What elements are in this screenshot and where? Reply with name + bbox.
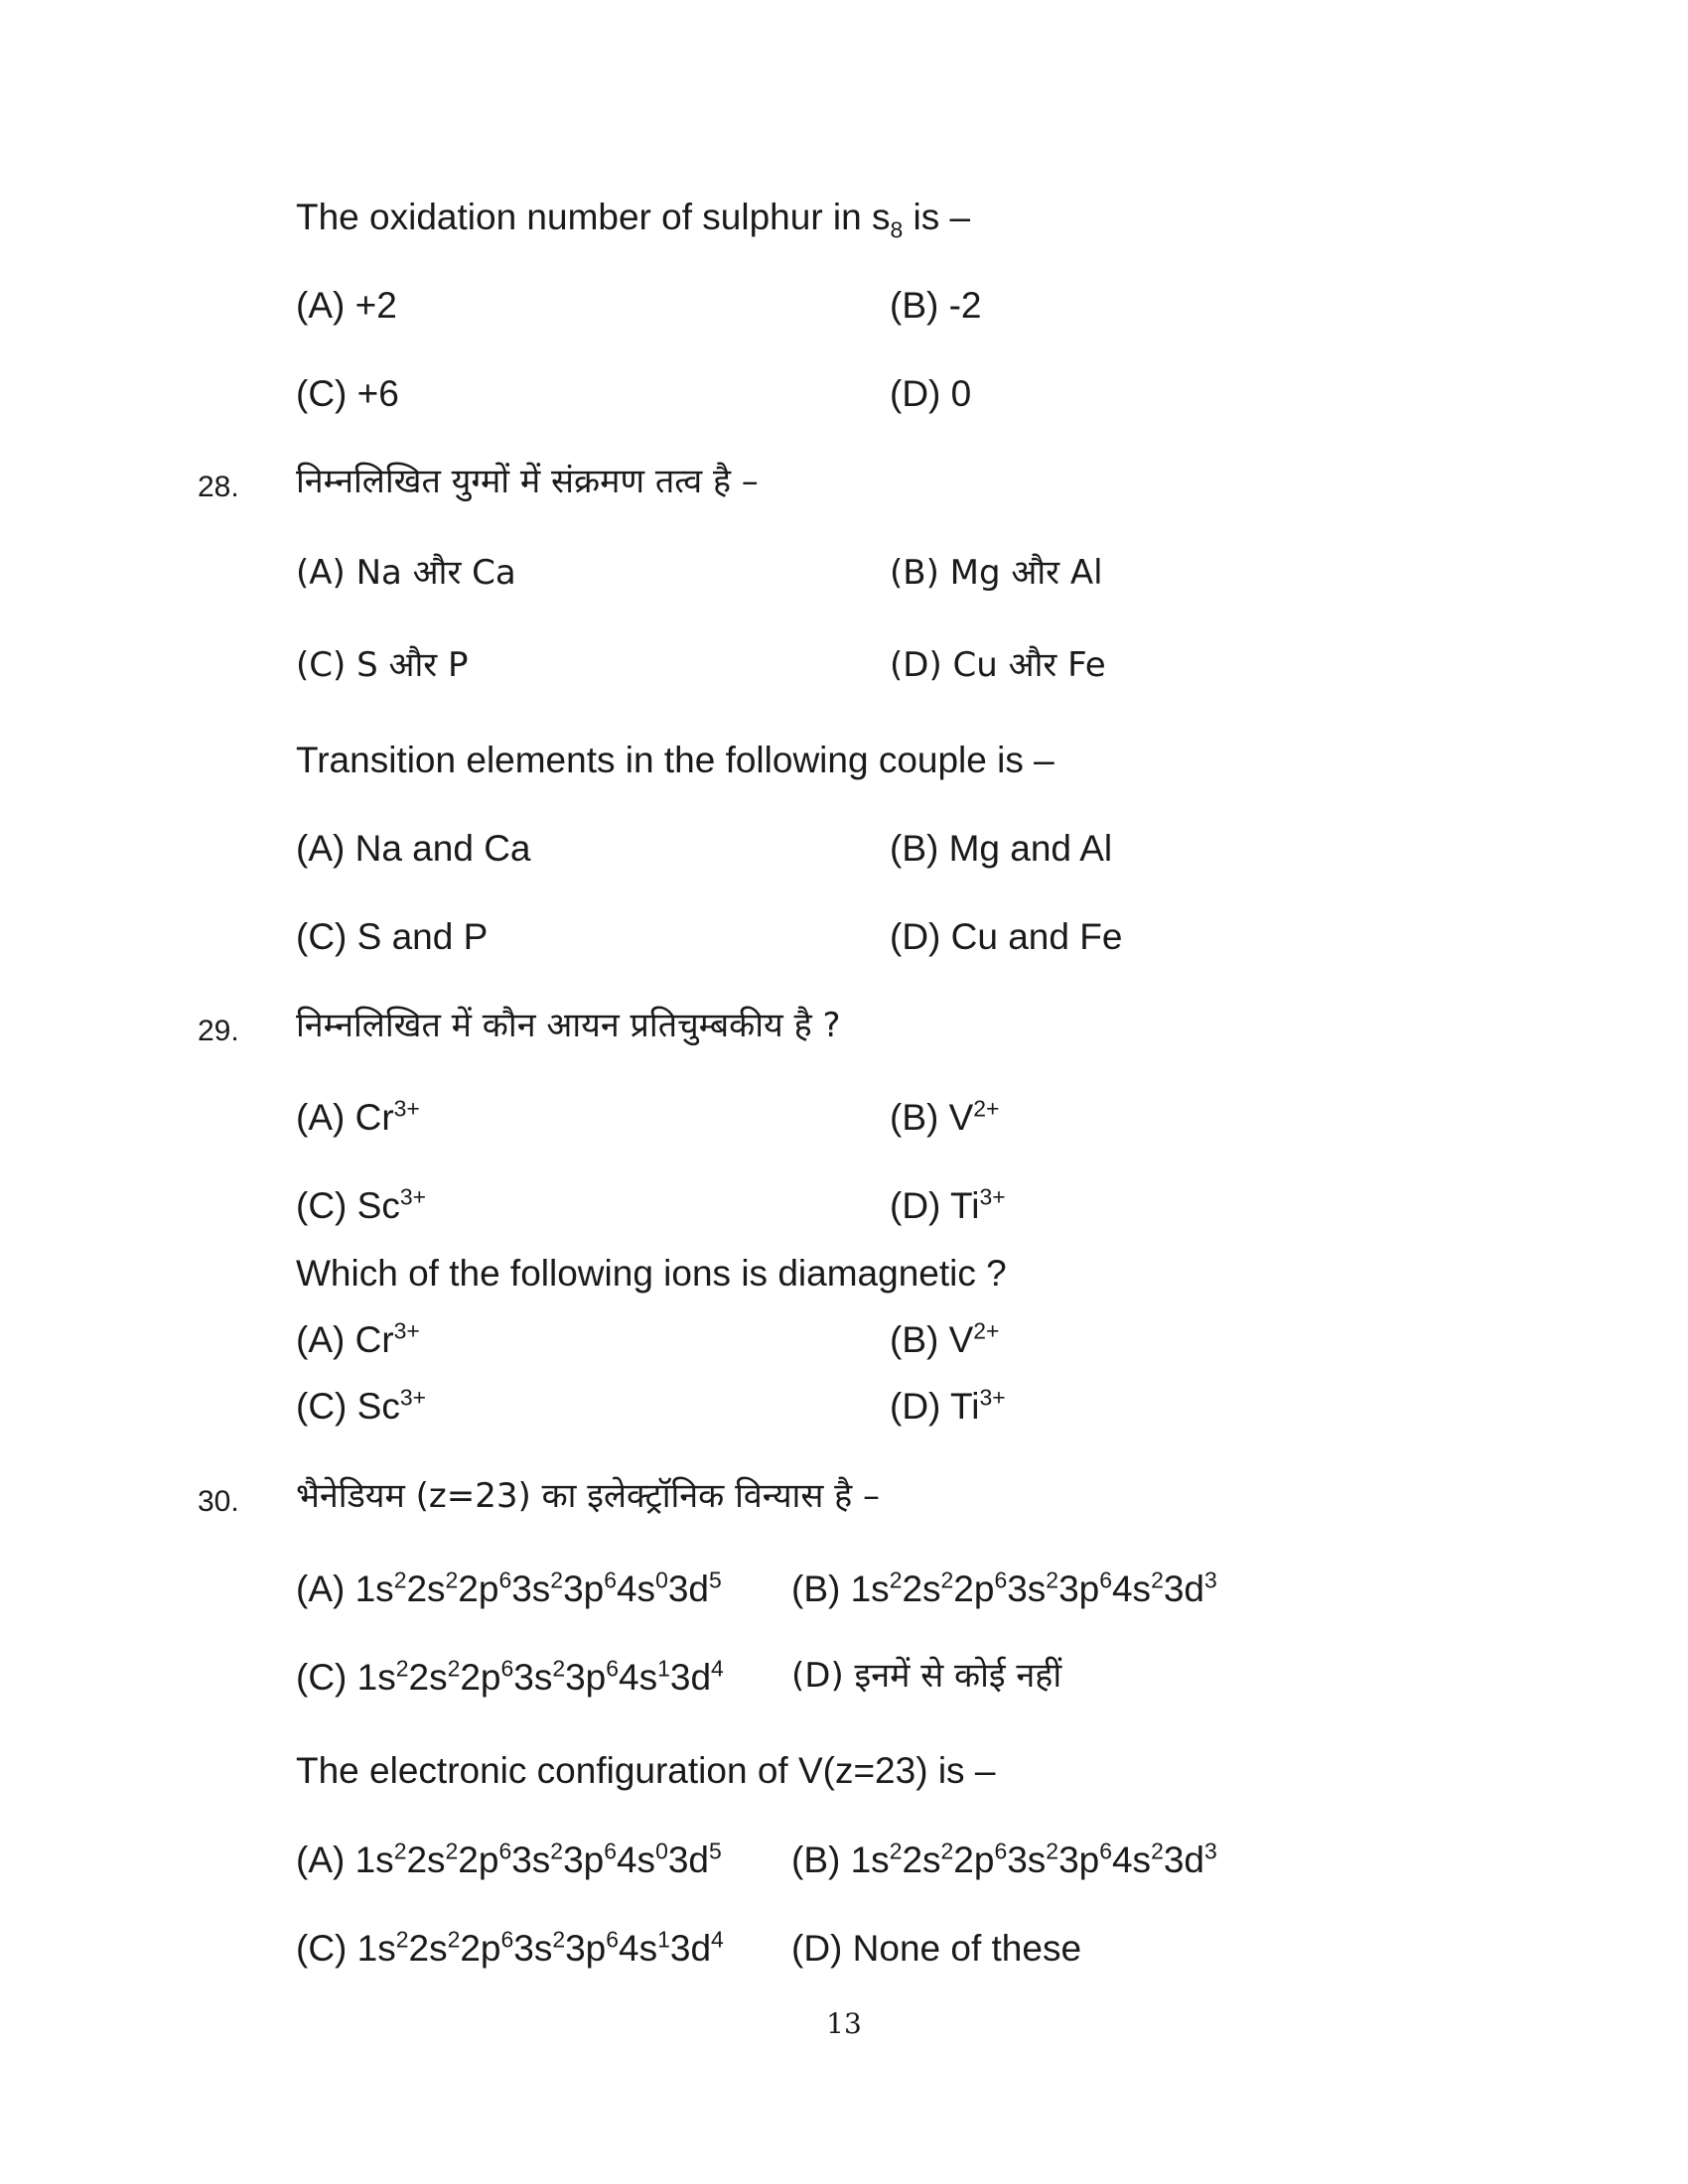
q27-stem-en: The oxidation number of sulphur in $s_8$ is –: [296, 197, 971, 243]
q30-hi-option-a: (A) $1s^22s^22p^63s^23p^64s^03d^5$: [296, 1567, 722, 1609]
q28-en-option-a: (A) Na and Ca: [296, 828, 531, 869]
q29-en-option-d: (D) $Ti^{3+}$: [890, 1384, 1006, 1427]
q29-stem-en: Which of the following ions is diamagnetic ?: [296, 1253, 1007, 1294]
q27-option-c: (C) +6: [296, 373, 399, 414]
q28-stem-en: Transition elements in the following couple is –: [296, 740, 1055, 780]
q30-number: 30.: [198, 1485, 239, 1518]
q27-option-d: (D) 0: [890, 373, 972, 414]
q28-number: 28.: [198, 471, 239, 503]
q30-hi-option-d: (D) इनमें से कोई नहीं: [791, 1656, 1062, 1696]
q28-en-option-d: (D) Cu and Fe: [890, 916, 1123, 957]
q27-option-a: (A) +2: [296, 285, 397, 326]
q28-en-option-c: (C) S and P: [296, 916, 489, 957]
q29-en-option-b: (B) $V^{2+}$: [890, 1317, 1000, 1360]
q28-en-option-b: (B) Mg and Al: [890, 828, 1113, 869]
q29-en-option-c: (C) $Sc^{3+}$: [296, 1384, 426, 1427]
q29-hi-option-d: (D) $Ti^{3+}$: [890, 1183, 1006, 1226]
q28-stem-hi: निम्नलिखित युग्मों में संक्रमण तत्व है –: [296, 462, 759, 501]
q30-stem-en: The electronic configuration of V(z=23) is –: [296, 1750, 996, 1791]
q27-option-b: (B) -2: [890, 285, 982, 326]
q29-hi-option-b: (B) $V^{2+}$: [890, 1095, 1000, 1138]
q28-hi-option-b: (B) Mg और Al: [890, 553, 1103, 593]
q30-en-option-b: (B) $1s^22s^22p^63s^23p^64s^23d^3$: [791, 1838, 1217, 1880]
q30-en-option-c: (C) $1s^22s^22p^63s^23p^64s^13d^4$: [296, 1926, 724, 1969]
q29-number: 29.: [198, 1015, 239, 1047]
q28-hi-option-d: (D) Cu और Fe: [890, 645, 1106, 685]
q29-stem-hi: निम्नलिखित में कौन आयन प्रतिचुम्बकीय है ?: [296, 1006, 841, 1045]
q30-hi-option-c: (C) $1s^22s^22p^63s^23p^64s^13d^4$: [296, 1655, 724, 1698]
q28-hi-option-a: (A) Na और Ca: [296, 553, 516, 593]
q29-hi-option-a: (A) $Cr^{3+}$: [296, 1095, 420, 1138]
q30-stem-hi: भैनेडियम (z=23) का इलेक्ट्रॉनिक विन्यास है –: [296, 1476, 881, 1516]
q30-en-option-d: (D) None of these: [791, 1928, 1082, 1969]
q29-hi-option-c: (C) $Sc^{3+}$: [296, 1183, 426, 1226]
q30-hi-option-b: (B) $1s^22s^22p^63s^23p^64s^23d^3$: [791, 1567, 1217, 1609]
q29-en-option-a: (A) $Cr^{3+}$: [296, 1317, 420, 1360]
page-number: 13: [826, 2007, 862, 2040]
q28-hi-option-c: (C) S और P: [296, 645, 469, 685]
q30-en-option-a: (A) $1s^22s^22p^63s^23p^64s^03d^5$: [296, 1838, 722, 1880]
